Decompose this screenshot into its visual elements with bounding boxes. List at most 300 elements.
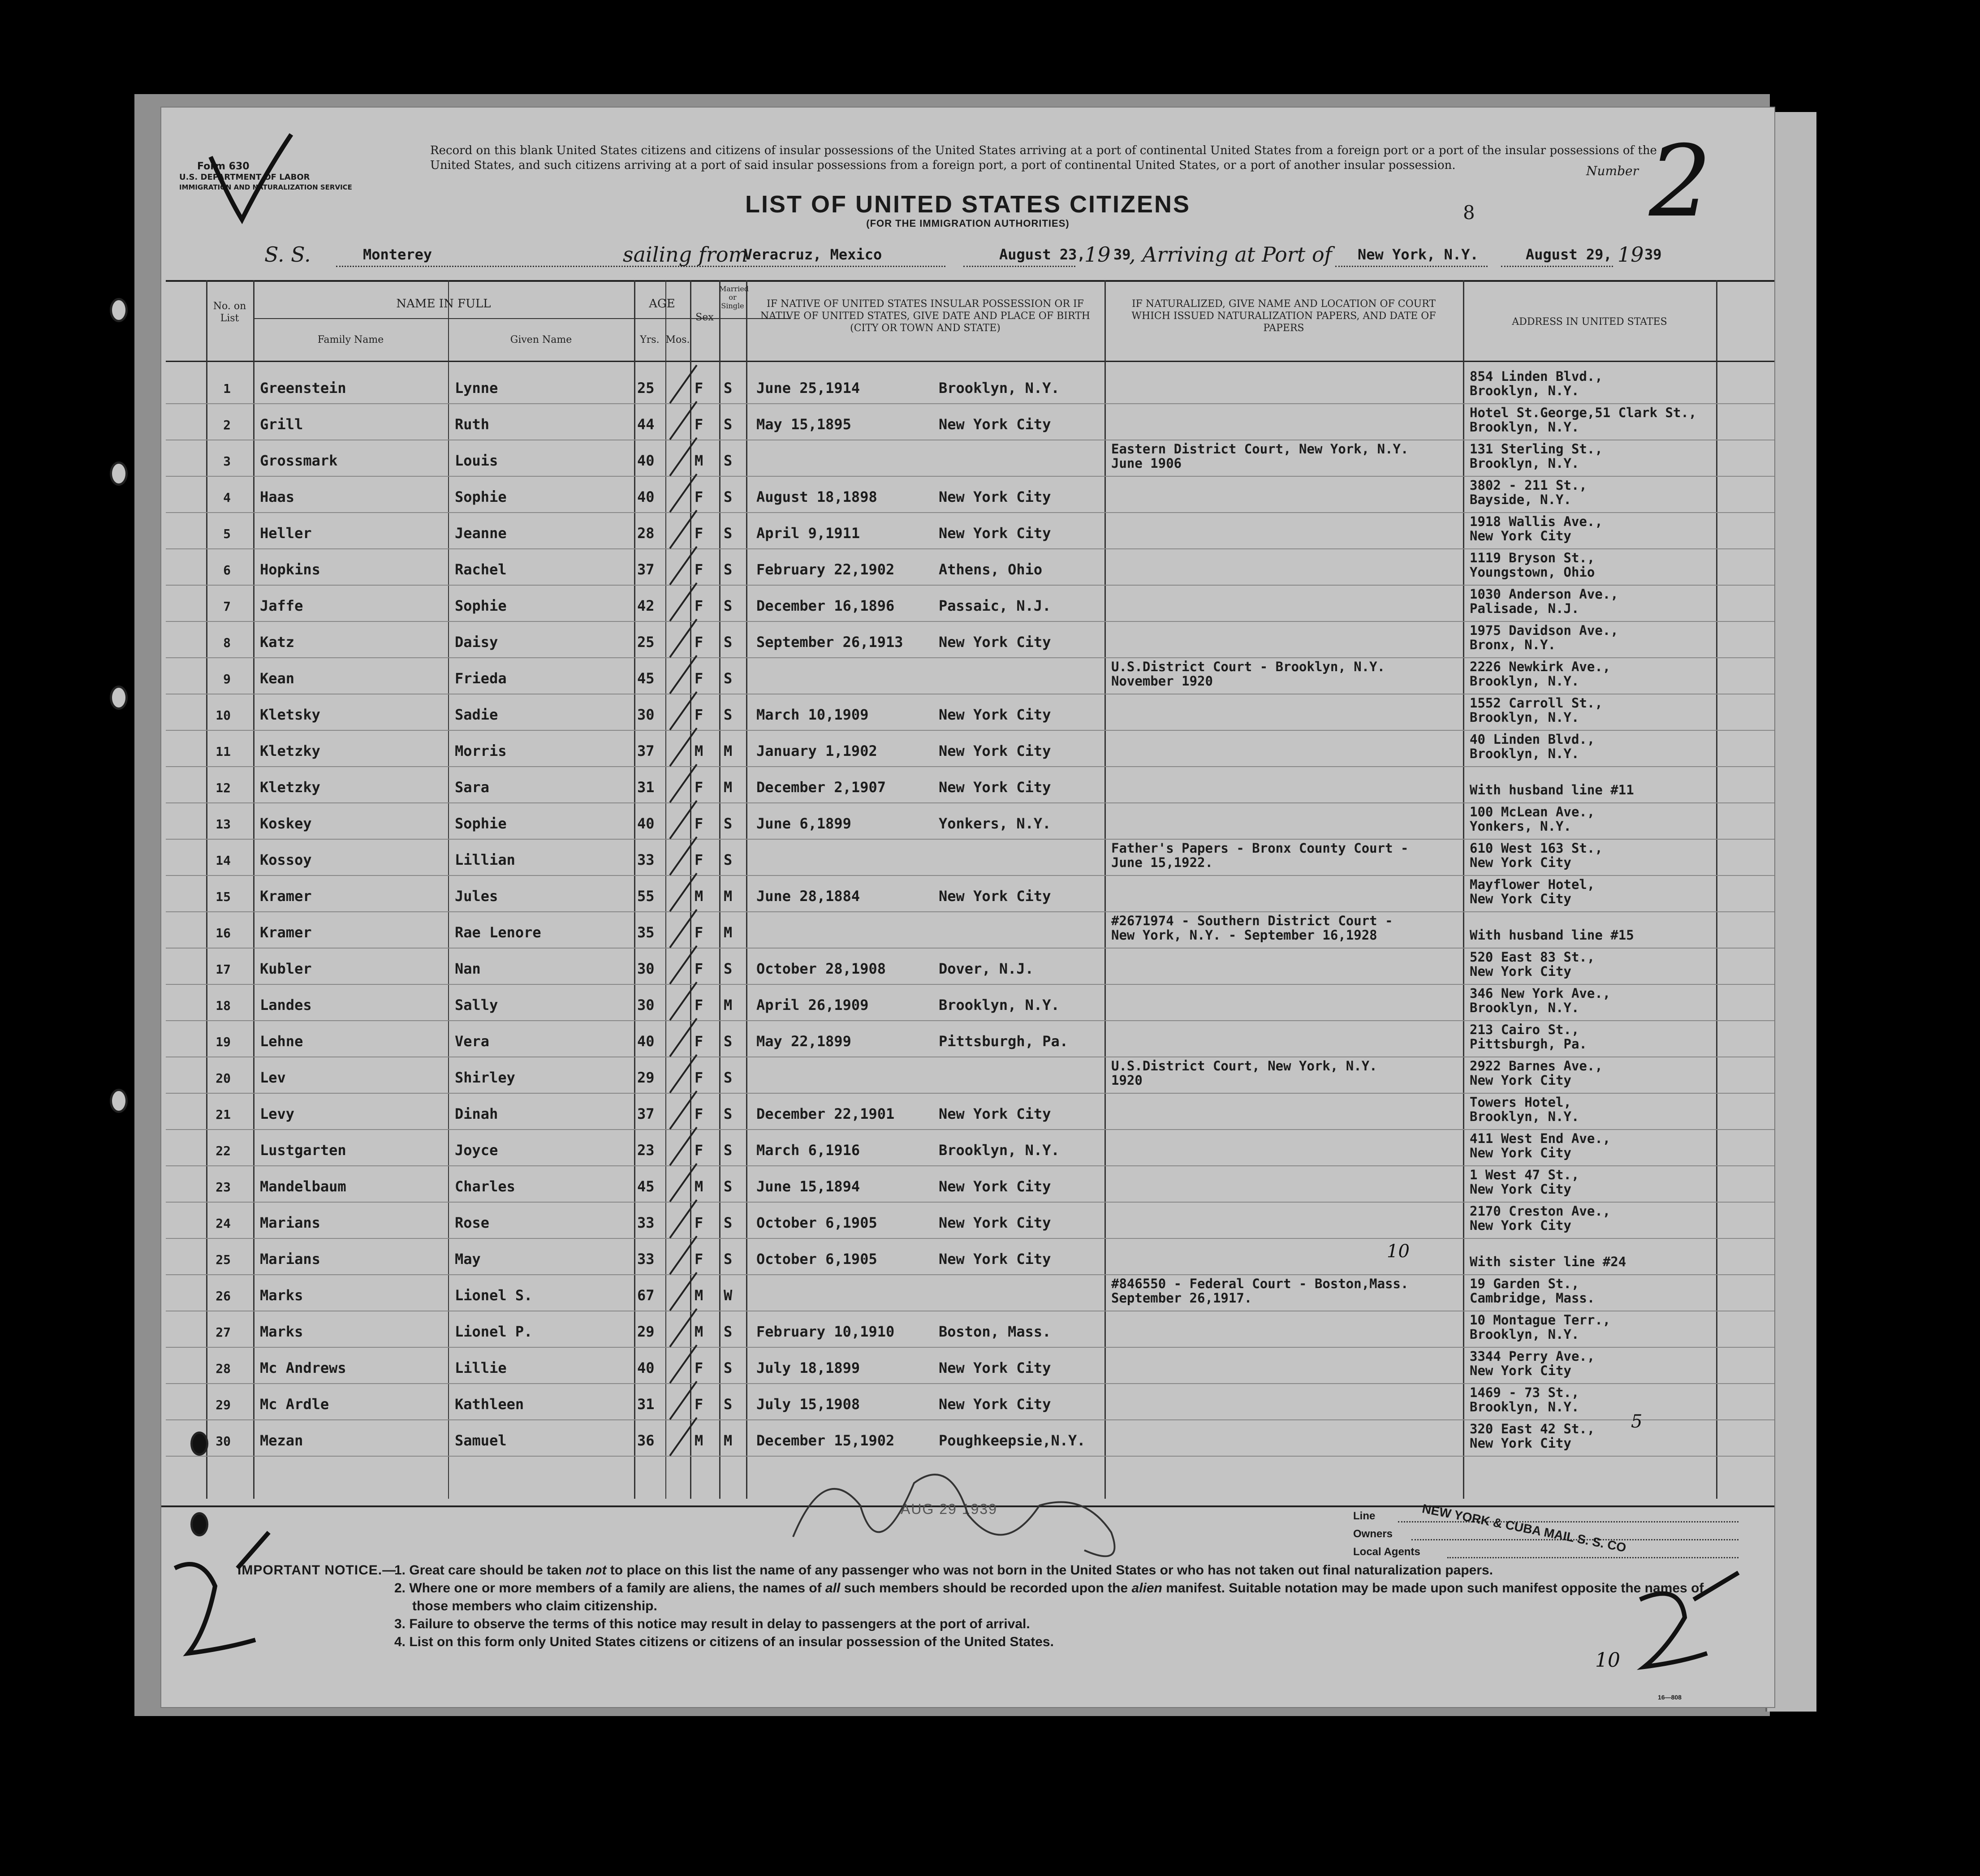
cell-age: 44 <box>637 416 655 433</box>
cell-birth-date: September 26,1913 <box>756 634 903 651</box>
cell-age: 33 <box>637 1214 655 1231</box>
cell-nat1: #2671974 - Southern District Court - <box>1111 913 1393 928</box>
cell-addr2: Youngstown, Ohio <box>1470 565 1595 580</box>
cell-family: Lehne <box>260 1033 303 1050</box>
cell-given: Lionel P. <box>455 1323 533 1340</box>
binder-hole <box>190 1432 208 1456</box>
cell-sex: M <box>695 1178 703 1195</box>
cell-family: Hopkins <box>260 561 320 578</box>
cell-addr1: 40 Linden Blvd., <box>1470 732 1595 747</box>
cell-birth-date: December 16,1896 <box>756 597 895 614</box>
cell-ms: M <box>724 1432 733 1449</box>
cell-family: Katz <box>260 634 295 651</box>
cell-given: Charles <box>455 1178 515 1195</box>
handwritten-marks <box>161 108 1774 1707</box>
cell-ms: M <box>724 996 733 1013</box>
cell-birth-date: June 28,1884 <box>756 888 860 905</box>
cell-age: 37 <box>637 561 655 578</box>
cell-age: 31 <box>637 1396 655 1413</box>
cell-age: 30 <box>637 960 655 977</box>
cell-nat1: U.S.District Court, New York, N.Y. <box>1111 1058 1377 1074</box>
cell-given: Sally <box>455 996 498 1013</box>
cell-addr2: With sister line #24 <box>1470 1254 1626 1269</box>
cell-no: 29 <box>216 1397 231 1412</box>
cell-addr2: Brooklyn, N.Y. <box>1470 383 1579 398</box>
cell-sex: M <box>695 742 703 759</box>
checkmark-bottom-right <box>1640 1573 1738 1667</box>
cell-given: Frieda <box>455 670 507 687</box>
cell-birth-date: October 6,1905 <box>756 1251 877 1268</box>
cell-family: Lev <box>260 1069 286 1086</box>
cell-birth-place: New York City <box>939 488 1051 505</box>
cell-birth-date: April 9,1911 <box>756 525 860 542</box>
cell-addr1: Towers Hotel, <box>1470 1095 1571 1110</box>
cell-birth-place: Athens, Ohio <box>939 561 1043 578</box>
sheet-number: 8 <box>1463 202 1475 224</box>
cell-ms: S <box>724 1214 733 1231</box>
cell-birth-date: August 18,1898 <box>756 488 877 505</box>
cell-age: 29 <box>637 1069 655 1086</box>
cell-given: Jeanne <box>455 525 507 542</box>
cell-sex: F <box>695 1105 703 1122</box>
binder-hole <box>110 298 128 322</box>
cell-addr2: New York City <box>1470 1145 1571 1160</box>
manifest-page <box>161 108 1774 1707</box>
cell-nat2: November 1920 <box>1111 673 1213 689</box>
cell-birth-place: New York City <box>939 1214 1051 1231</box>
cell-addr1: 10 Montague Terr., <box>1470 1312 1611 1328</box>
cell-addr2: Brooklyn, N.Y. <box>1470 673 1579 689</box>
cell-given: Lillian <box>455 851 515 868</box>
handwritten-10-lower: 10 <box>1595 1649 1620 1672</box>
cell-addr1: 411 West End Ave., <box>1470 1131 1611 1146</box>
cell-birth-place: Poughkeepsie,N.Y. <box>939 1432 1086 1449</box>
cell-birth-date: December 15,1902 <box>756 1432 895 1449</box>
cell-sex: F <box>695 1033 703 1050</box>
cell-nat1: U.S.District Court - Brooklyn, N.Y. <box>1111 659 1385 674</box>
cell-birth-place: New York City <box>939 1359 1051 1376</box>
cell-age: 25 <box>637 634 655 651</box>
handwritten-number: 2 <box>1649 124 1712 239</box>
cell-ms: S <box>724 488 733 505</box>
cell-no: 26 <box>216 1289 231 1303</box>
cell-addr2: New York City <box>1470 964 1571 979</box>
cell-birth-date: January 1,1902 <box>756 742 877 759</box>
cell-addr1: 3344 Perry Ave., <box>1470 1349 1595 1364</box>
cell-no: 22 <box>216 1143 231 1158</box>
col-header-name: NAME IN FULL <box>396 297 491 311</box>
cell-no: 11 <box>216 744 231 759</box>
cell-age: 37 <box>637 1105 655 1122</box>
cell-nat2: New York, N.Y. - September 16,1928 <box>1111 927 1377 943</box>
cell-nat1: Eastern District Court, New York, N.Y. <box>1111 441 1409 457</box>
cell-ms: S <box>724 1142 733 1159</box>
cell-given: Daisy <box>455 634 498 651</box>
cell-age: 40 <box>637 1033 655 1050</box>
cell-ms: S <box>724 851 733 868</box>
cell-birth-place: New York City <box>939 1251 1051 1268</box>
cell-nat1: Father's Papers - Bronx County Court - <box>1111 841 1409 856</box>
cell-sex: F <box>695 815 703 832</box>
cell-nat2: June 1906 <box>1111 456 1182 471</box>
cell-addr1: 2922 Barnes Ave., <box>1470 1058 1603 1074</box>
cell-no: 12 <box>216 781 231 795</box>
cell-sex: F <box>695 960 703 977</box>
handwritten-10-upper: 10 <box>1387 1241 1410 1262</box>
binder-hole <box>110 686 128 710</box>
cell-family: Mc Ardle <box>260 1396 329 1413</box>
cell-ms: S <box>724 1396 733 1413</box>
cell-given: Sara <box>455 779 490 796</box>
col-header-mos: Mos. <box>665 334 690 345</box>
notice-heading: IMPORTANT NOTICE.— <box>237 1563 397 1578</box>
depart-year-prefix: 19 <box>1084 242 1111 267</box>
cell-nat2: 1920 <box>1111 1073 1143 1088</box>
cell-family: Greenstein <box>260 380 346 397</box>
cell-sex: F <box>695 525 703 542</box>
cell-addr2: Palisade, N.J. <box>1470 601 1579 616</box>
cell-no: 3 <box>223 454 231 469</box>
cell-birth-date: October 28,1908 <box>756 960 886 977</box>
cell-addr2: Brooklyn, N.Y. <box>1470 746 1579 761</box>
cell-addr1: 346 New York Ave., <box>1470 986 1611 1001</box>
cell-family: Kletzky <box>260 742 320 759</box>
cell-nat2: September 26,1917. <box>1111 1290 1252 1306</box>
cell-birth-date: June 6,1899 <box>756 815 851 832</box>
cell-given: May <box>455 1251 481 1268</box>
col-header-address: ADDRESS IN UNITED STATES <box>1512 316 1667 328</box>
cell-sex: F <box>695 488 703 505</box>
cell-addr1: Mayflower Hotel, <box>1470 877 1595 892</box>
cell-age: 36 <box>637 1432 655 1449</box>
cell-family: Marks <box>260 1323 303 1340</box>
cell-age: 28 <box>637 525 655 542</box>
cell-sex: F <box>695 1251 703 1268</box>
cell-birth-place: New York City <box>939 1396 1051 1413</box>
cell-addr2: Brooklyn, N.Y. <box>1470 710 1579 725</box>
cell-birth-date: May 15,1895 <box>756 416 851 433</box>
cell-no: 7 <box>223 599 231 614</box>
cell-ms: S <box>724 380 733 397</box>
signature-scrawl <box>793 1475 1115 1556</box>
cell-age: 33 <box>637 851 655 868</box>
cell-given: Kathleen <box>455 1396 524 1413</box>
cell-given: Joyce <box>455 1142 498 1159</box>
cell-ms: S <box>724 1033 733 1050</box>
notice-item-3: 3. Failure to observe the terms of this notice may result in delay to passengers at the port of arrival. <box>394 1617 1030 1631</box>
cell-no: 14 <box>216 853 231 868</box>
cell-birth-place: New York City <box>939 1178 1051 1195</box>
cell-sex: F <box>695 1214 703 1231</box>
cell-addr1: 1975 Davidson Ave., <box>1470 623 1618 638</box>
cell-birth-date: March 6,1916 <box>756 1142 860 1159</box>
cell-nat1: #846550 - Federal Court - Boston,Mass. <box>1111 1276 1409 1291</box>
cell-given: Lionel S. <box>455 1287 533 1304</box>
cell-birth-date: June 25,1914 <box>756 380 860 397</box>
line-stamp: NEW YORK & CUBA MAIL S. S. CO <box>1421 1501 1627 1555</box>
cell-ms: S <box>724 597 733 614</box>
cell-sex: M <box>695 1432 703 1449</box>
binder-hole <box>110 461 128 486</box>
cell-sex: M <box>695 888 703 905</box>
service-label: IMMIGRATION AND NATURALIZATION SERVICE <box>179 183 352 191</box>
cell-age: 23 <box>637 1142 655 1159</box>
form-subtitle: (FOR THE IMMIGRATION AUTHORITIES) <box>866 218 1070 229</box>
cell-given: Sophie <box>455 597 507 614</box>
cell-addr1: 1 West 47 St., <box>1470 1167 1579 1182</box>
cell-sex: M <box>695 1323 703 1340</box>
cell-addr1: 3802 - 211 St., <box>1470 478 1587 493</box>
cell-sex: M <box>695 1287 703 1304</box>
cell-addr1: 1469 - 73 St., <box>1470 1385 1579 1400</box>
cell-given: Lynne <box>455 380 498 397</box>
owners-label: Owners <box>1353 1528 1393 1540</box>
date-stamp: AUG 29 1939 <box>901 1501 997 1517</box>
ship-name: Monterey <box>363 246 432 263</box>
cell-sex: F <box>695 924 703 941</box>
cell-ms: S <box>724 1178 733 1195</box>
binder-hole <box>190 1512 208 1536</box>
cell-age: 33 <box>637 1251 655 1268</box>
cell-ms: M <box>724 742 733 759</box>
cell-family: Lustgarten <box>260 1142 346 1159</box>
cell-addr2: New York City <box>1470 1218 1571 1233</box>
arriving-label: , Arriving at Port of <box>1129 242 1332 267</box>
cell-family: Kramer <box>260 924 312 941</box>
cell-age: 30 <box>637 706 655 723</box>
cell-birth-place: New York City <box>939 779 1051 796</box>
notice-item-4: 4. List on this form only United States citizens or citizens of an insular possession of the United States. <box>394 1634 1054 1649</box>
cell-birth-place: New York City <box>939 525 1051 542</box>
cell-birth-place: New York City <box>939 742 1051 759</box>
cell-birth-date: May 22,1899 <box>756 1033 851 1050</box>
cell-birth-place: Boston, Mass. <box>939 1323 1051 1340</box>
cell-family: Mezan <box>260 1432 303 1449</box>
cell-birth-place: Brooklyn, N.Y. <box>939 1142 1060 1159</box>
cell-given: Jules <box>455 888 498 905</box>
cell-birth-date: June 15,1894 <box>756 1178 860 1195</box>
cell-family: Marks <box>260 1287 303 1304</box>
cell-addr2: New York City <box>1470 528 1571 543</box>
cell-nat2: June 15,1922. <box>1111 855 1213 870</box>
arrive-year: 39 <box>1644 246 1662 263</box>
notice-item-1: 1. Great care should be taken not to place on this list the name of any passenger who was not born in the United States or who has not taken out final naturalization papers. <box>394 1563 1493 1578</box>
cell-ms: S <box>724 1069 733 1086</box>
cell-birth-date: July 18,1899 <box>756 1359 860 1376</box>
cell-birth-date: April 26,1909 <box>756 996 869 1013</box>
cell-birth-date: July 15,1908 <box>756 1396 860 1413</box>
cell-sex: F <box>695 851 703 868</box>
cell-family: Mc Andrews <box>260 1359 346 1376</box>
cell-no: 21 <box>216 1107 231 1122</box>
cell-family: Kubler <box>260 960 312 977</box>
col-header-married: Married or Single <box>719 285 749 310</box>
cell-given: Lillie <box>455 1359 507 1376</box>
departure-port: Veracruz, Mexico <box>744 246 882 263</box>
cell-addr1: 610 West 163 St., <box>1470 841 1603 856</box>
cell-ms: M <box>724 779 733 796</box>
cell-no: 10 <box>216 708 231 723</box>
cell-addr2: With husband line #11 <box>1470 782 1634 798</box>
notice-item-2: 2. Where one or more members of a family are aliens, the names of all such members should be recorded upon the alien manifest. Suitable notation may be made upon such manifest opposite the names of those members who claim citizenship. <box>394 1581 1704 1613</box>
ss-label: S. S. <box>264 242 311 267</box>
cell-age: 30 <box>637 996 655 1013</box>
cell-sex: M <box>695 452 703 469</box>
form-instructions: Record on this blank United States citizens and citizens of insular possessions of the United States arriving at a port of continental United States from a foreign port or a port of the insular possessions of the United States, and such citizens arriving at a port of said insular possessions from a foreign port, a port of continental United States, or a port of another insular possession. <box>430 144 1657 172</box>
cell-addr2: Brooklyn, N.Y. <box>1470 456 1579 471</box>
col-header-yrs: Yrs. <box>640 334 660 345</box>
department-label: U.S. DEPARTMENT OF LABOR <box>179 173 310 182</box>
cell-birth-place: New York City <box>939 706 1051 723</box>
cell-family: Kean <box>260 670 295 687</box>
line-label: Line <box>1353 1510 1376 1522</box>
cell-addr2: New York City <box>1470 855 1571 870</box>
cell-birth-date: October 6,1905 <box>756 1214 877 1231</box>
cell-given: Shirley <box>455 1069 515 1086</box>
cell-birth-date: March 10,1909 <box>756 706 869 723</box>
cell-ms: S <box>724 1323 733 1340</box>
cell-sex: F <box>695 416 703 433</box>
cell-family: Grossmark <box>260 452 338 469</box>
cell-given: Rachel <box>455 561 507 578</box>
cell-no: 20 <box>216 1071 231 1086</box>
cell-family: Jaffe <box>260 597 303 614</box>
cell-addr2: Bronx, N.Y. <box>1470 637 1556 652</box>
col-header-sex: Sex <box>695 312 714 323</box>
cell-age: 45 <box>637 1178 655 1195</box>
cell-addr2: Brooklyn, N.Y. <box>1470 1399 1579 1415</box>
cell-addr2: New York City <box>1470 1182 1571 1197</box>
cell-given: Vera <box>455 1033 490 1050</box>
cell-no: 17 <box>216 962 231 977</box>
cell-family: Haas <box>260 488 295 505</box>
cell-age: 45 <box>637 670 655 687</box>
cell-age: 37 <box>637 742 655 759</box>
cell-ms: S <box>724 706 733 723</box>
cell-family: Kletsky <box>260 706 320 723</box>
cell-birth-date: February 22,1902 <box>756 561 895 578</box>
departure-date: August 23, <box>999 246 1086 263</box>
cell-addr2: Brooklyn, N.Y. <box>1470 1109 1579 1124</box>
cell-given: Rose <box>455 1214 490 1231</box>
checkmark-top-left <box>211 134 291 220</box>
col-header-given: Given Name <box>510 334 572 345</box>
cell-birth-place: Brooklyn, N.Y. <box>939 380 1060 397</box>
cell-addr2: New York City <box>1470 1363 1571 1378</box>
cell-sex: F <box>695 380 703 397</box>
cell-ms: S <box>724 1251 733 1268</box>
cell-family: Koskey <box>260 815 312 832</box>
cell-no: 23 <box>216 1180 231 1195</box>
cell-ms: S <box>724 815 733 832</box>
binder-hole <box>110 1089 128 1113</box>
cell-no: 13 <box>216 817 231 832</box>
cell-addr2: Yonkers, N.Y. <box>1470 819 1571 834</box>
cell-no: 1 <box>223 381 231 396</box>
checkmark-bottom-left <box>175 1532 269 1653</box>
cell-sex: F <box>695 1359 703 1376</box>
cell-addr1: 320 East 42 St., <box>1470 1421 1595 1436</box>
cell-birth-place: New York City <box>939 416 1051 433</box>
cell-sex: F <box>695 561 703 578</box>
cell-age: 31 <box>637 779 655 796</box>
arrival-port: New York, N.Y. <box>1358 246 1479 263</box>
cell-birth-date: December 2,1907 <box>756 779 886 796</box>
cell-no: 9 <box>223 672 231 686</box>
cell-addr1: 1030 Anderson Ave., <box>1470 587 1618 602</box>
cell-no: 27 <box>216 1325 231 1340</box>
cell-given: Dinah <box>455 1105 498 1122</box>
cell-birth-place: Brooklyn, N.Y. <box>939 996 1060 1013</box>
cell-no: 4 <box>223 490 231 505</box>
cell-given: Louis <box>455 452 498 469</box>
col-header-age: AGE <box>649 297 675 311</box>
cell-ms: M <box>724 888 733 905</box>
cell-sex: F <box>695 779 703 796</box>
cell-no: 16 <box>216 926 231 940</box>
cell-no: 28 <box>216 1361 231 1376</box>
cell-ms: S <box>724 452 733 469</box>
cell-given: Rae Lenore <box>455 924 541 941</box>
cell-given: Sophie <box>455 488 507 505</box>
cell-addr1: 2226 Newkirk Ave., <box>1470 659 1611 674</box>
sailing-from-label: sailing from <box>623 242 748 267</box>
cell-age: 55 <box>637 888 655 905</box>
cell-birth-place: Yonkers, N.Y. <box>939 815 1051 832</box>
cell-family: Kramer <box>260 888 312 905</box>
cell-addr1: 1552 Carroll St., <box>1470 695 1603 711</box>
cell-birth-place: Pittsburgh, Pa. <box>939 1033 1068 1050</box>
cell-no: 8 <box>223 635 231 650</box>
cell-birth-place: Passaic, N.J. <box>939 597 1051 614</box>
cell-no: 2 <box>223 418 231 432</box>
cell-sex: F <box>695 597 703 614</box>
cell-birth-place: New York City <box>939 888 1051 905</box>
cell-ms: S <box>724 1105 733 1122</box>
cell-sex: F <box>695 634 703 651</box>
cell-family: Heller <box>260 525 312 542</box>
cell-addr1: 1119 Bryson St., <box>1470 550 1595 565</box>
arrive-year-prefix: 19 <box>1618 242 1644 267</box>
cell-age: 67 <box>637 1287 655 1304</box>
cell-family: Marians <box>260 1214 320 1231</box>
cell-ms: S <box>724 525 733 542</box>
cell-addr2: Brooklyn, N.Y. <box>1470 419 1579 435</box>
cell-age: 40 <box>637 488 655 505</box>
cell-family: Kletzky <box>260 779 320 796</box>
cell-age: 40 <box>637 815 655 832</box>
col-header-no: No. on List <box>213 301 246 324</box>
cell-no: 18 <box>216 998 231 1013</box>
cell-sex: F <box>695 1142 703 1159</box>
cell-family: Marians <box>260 1251 320 1268</box>
cell-ms: M <box>724 924 733 941</box>
cell-birth-date: February 10,1910 <box>756 1323 895 1340</box>
cell-addr1: 1918 Wallis Ave., <box>1470 514 1603 529</box>
cell-addr2: New York City <box>1470 891 1571 906</box>
cell-family: Landes <box>260 996 312 1013</box>
cell-sex: F <box>695 1069 703 1086</box>
cell-addr1: 131 Sterling St., <box>1470 441 1603 457</box>
cell-ms: S <box>724 416 733 433</box>
cell-addr1: 213 Cairo St., <box>1470 1022 1579 1037</box>
cell-ms: S <box>724 1359 733 1376</box>
col-header-birth: IF NATIVE OF UNITED STATES INSULAR POSSESSION OR IF NATIVE OF UNITED STATES, GIVE DATE AND PLACE OF BIRTH (CITY OR TOWN AND STATE) <box>760 298 1090 334</box>
cell-family: Kossoy <box>260 851 312 868</box>
cell-given: Nan <box>455 960 481 977</box>
cell-sex: F <box>695 996 703 1013</box>
cell-birth-place: New York City <box>939 634 1051 651</box>
